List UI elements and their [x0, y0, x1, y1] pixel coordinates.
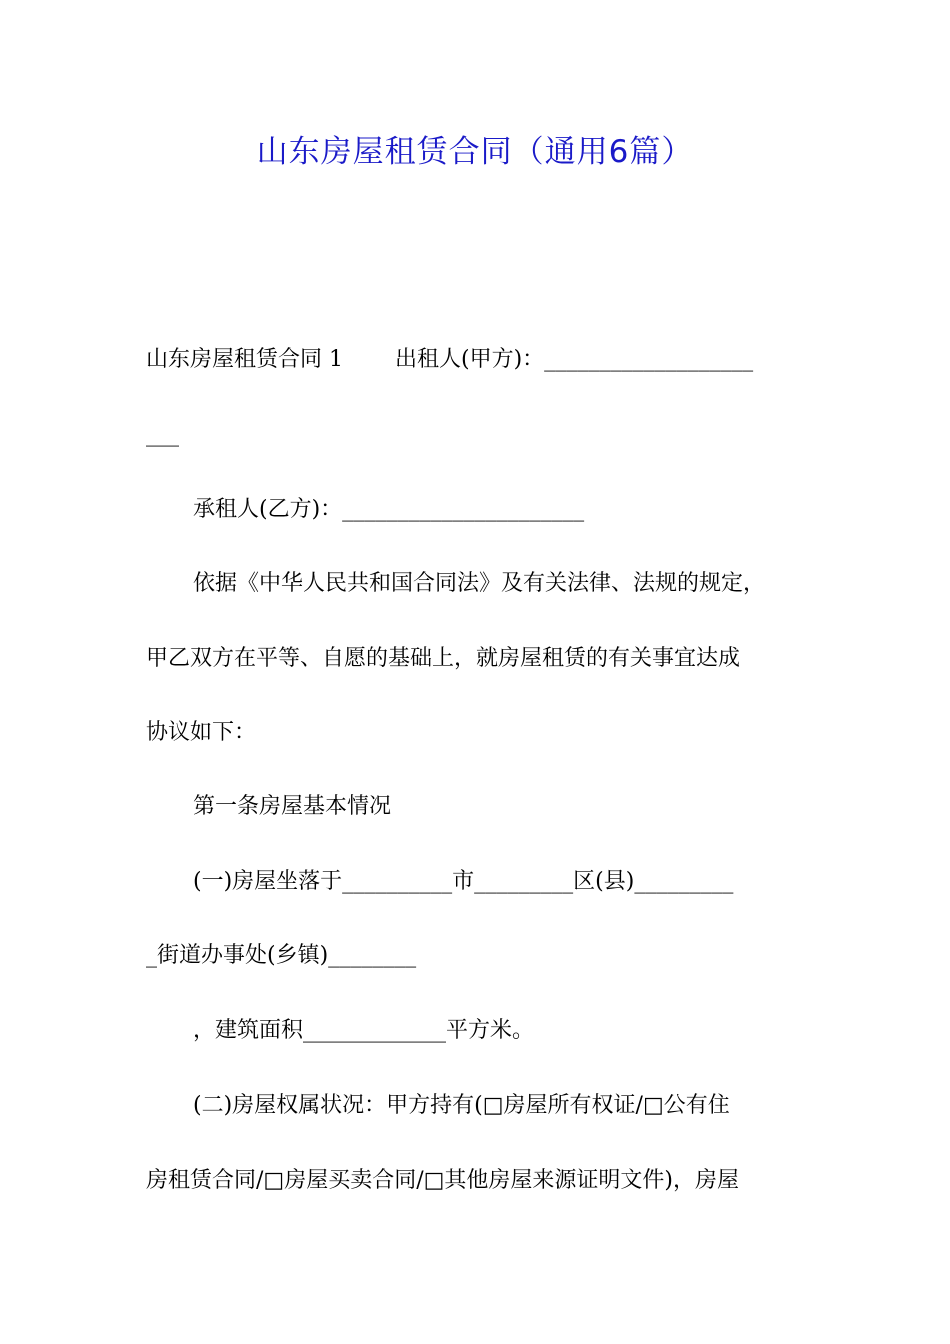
- lessor-field: 出租人(甲方)：___________________: [395, 347, 754, 372]
- paragraph-line-10: ，建筑面积_____________平方米。: [193, 1018, 535, 1043]
- paragraph-line-8: (一)房屋坐落于__________市_________区(县)_________: [193, 869, 734, 894]
- paragraph-line-5: 甲乙双方在平等、自愿的基础上，就房屋租赁的有关事宜达成: [146, 646, 741, 671]
- article-heading: 第一条房屋基本情况: [193, 794, 392, 819]
- paragraph-line-11: (二)房屋权属状况：甲方持有(□房屋所有权证/□公有住: [193, 1093, 730, 1118]
- paragraph-line-9: _街道办事处(乡镇)________: [146, 943, 417, 968]
- paragraph-line-1: [146, 340, 826, 380]
- paragraph-line-6: 协议如下：: [146, 720, 257, 745]
- paragraph-line-12: 房租赁合同/□房屋买卖合同/□其他房屋来源证明文件)，房屋: [146, 1168, 739, 1193]
- lessee-field: 承租人(乙方)：______________________: [193, 497, 585, 522]
- document-title: 山东房屋租赁合同（通用6篇）: [256, 134, 694, 170]
- section-heading-contract-1: 山东房屋租赁合同 1: [146, 347, 343, 372]
- paragraph-line-4: 依据《中华人民共和国合同法》及有关法律、法规的规定，: [193, 571, 766, 596]
- paragraph-line-2: ___: [146, 422, 179, 447]
